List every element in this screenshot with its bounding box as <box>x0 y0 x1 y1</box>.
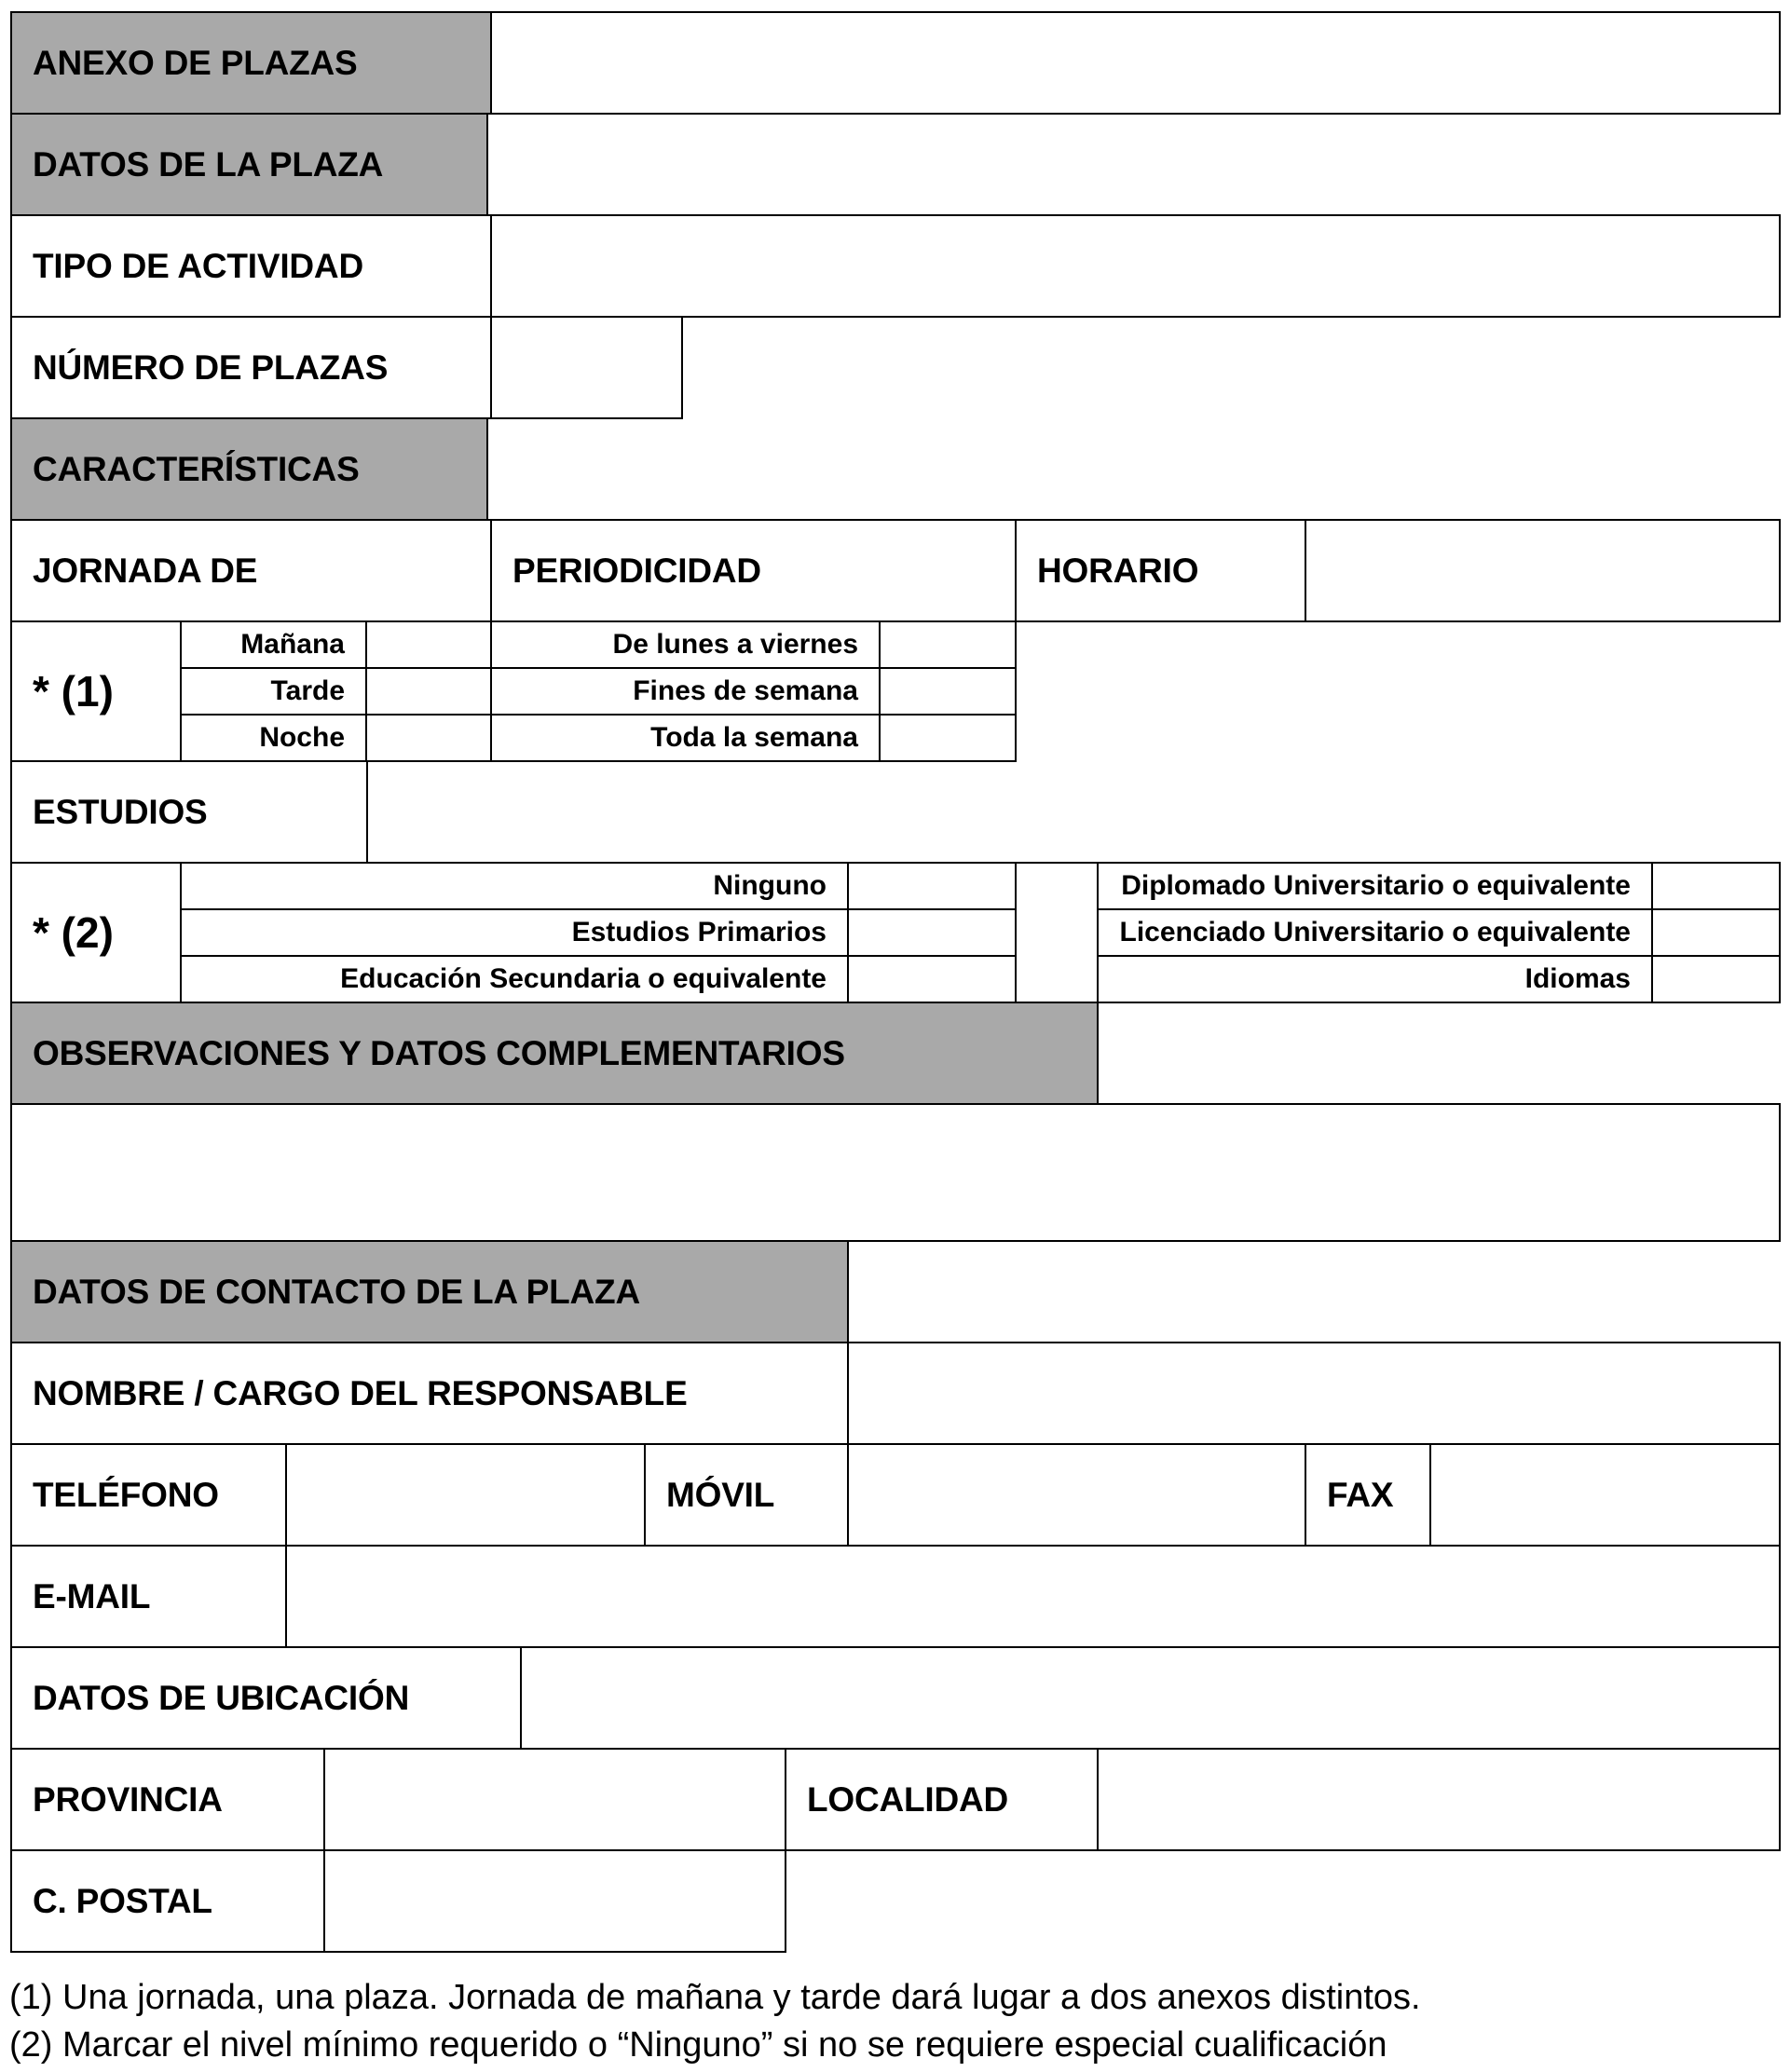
estudios-label-cell <box>10 760 368 864</box>
horario-field[interactable] <box>1305 519 1781 622</box>
anexo-field[interactable] <box>490 11 1781 115</box>
ubicacion-field[interactable] <box>520 1646 1781 1750</box>
turno-tarde-label-cell <box>180 667 367 716</box>
estudios-spacer-cell <box>1015 862 1099 1003</box>
estudios-secundaria-label-cell <box>180 955 849 1003</box>
estudios-diplomado-label-cell <box>1097 862 1653 910</box>
periodo-lunes-viernes-label-cell <box>490 620 881 669</box>
postal-label: C. POSTAL <box>33 1881 212 1920</box>
jornada-de-cell <box>10 519 492 622</box>
estudios-marker: * (2) <box>33 908 114 957</box>
estudios-ninguno-label-cell <box>180 862 849 910</box>
telefono-label-cell <box>10 1443 287 1547</box>
horario-cell <box>1015 519 1306 622</box>
postal-field[interactable] <box>323 1849 786 1953</box>
periodo-fines-semana-label: Fines de semana <box>633 675 858 706</box>
estudios-idiomas-checkbox[interactable] <box>1651 955 1781 1003</box>
estudios-diplomado-label: Diplomado Universitario o equivalente <box>1121 870 1631 901</box>
turno-noche-label-cell <box>180 714 367 762</box>
responsable-label: NOMBRE / CARGO DEL RESPONSABLE <box>33 1373 688 1412</box>
anexo-label: ANEXO DE PLAZAS <box>33 43 358 82</box>
footnote-2: (2) Marcar el nivel mínimo requerido o “Ninguno” si no se requiere especial cualificación <box>9 2025 1387 2065</box>
caracteristicas-label: CARACTERÍSTICAS <box>33 449 360 488</box>
contacto-label-cell <box>10 1240 849 1343</box>
contacto-label: DATOS DE CONTACTO DE LA PLAZA <box>33 1272 640 1311</box>
provincia-label: PROVINCIA <box>33 1779 223 1819</box>
responsable-label-cell <box>10 1342 849 1445</box>
estudios-licenciado-checkbox[interactable] <box>1651 908 1781 957</box>
email-field[interactable] <box>285 1545 1781 1648</box>
estudios-secundaria-label: Educación Secundaria o equivalente <box>340 963 827 994</box>
numero-plazas-field[interactable] <box>490 316 683 419</box>
email-label: E-MAIL <box>33 1576 151 1615</box>
estudios-primarios-checkbox[interactable] <box>847 908 1017 957</box>
periodo-fines-semana-label-cell <box>490 667 881 716</box>
periodicidad-label: PERIODICIDAD <box>512 551 761 590</box>
datos-plaza-label-cell <box>10 113 488 216</box>
responsable-field[interactable] <box>847 1342 1781 1445</box>
fax-label: FAX <box>1327 1475 1394 1514</box>
movil-field[interactable] <box>847 1443 1306 1547</box>
estudios-licenciado-label-cell <box>1097 908 1653 957</box>
ubicacion-label-cell <box>10 1646 522 1750</box>
footnote-1: (1) Una jornada, una plaza. Jornada de mañana y tarde dará lugar a dos anexos distintos. <box>9 1978 1421 2017</box>
tipo-actividad-label: TIPO DE ACTIVIDAD <box>33 246 363 285</box>
email-label-cell <box>10 1545 287 1648</box>
estudios-primarios-label-cell <box>180 908 849 957</box>
turno-tarde-label: Tarde <box>270 675 345 706</box>
localidad-label-cell <box>785 1748 1099 1851</box>
turno-noche-label: Noche <box>259 722 345 753</box>
turno-tarde-checkbox[interactable] <box>365 667 492 716</box>
fax-label-cell <box>1305 1443 1431 1547</box>
observaciones-label: OBSERVACIONES Y DATOS COMPLEMENTARIOS <box>33 1033 845 1072</box>
periodo-fines-semana-checkbox[interactable] <box>879 667 1017 716</box>
telefono-field[interactable] <box>285 1443 646 1547</box>
postal-label-cell <box>10 1849 325 1953</box>
turno-manana-checkbox[interactable] <box>365 620 492 669</box>
jornada-marker-cell <box>10 620 182 762</box>
tipo-actividad-label-cell <box>10 214 492 318</box>
numero-plazas-label: NÚMERO DE PLAZAS <box>33 348 389 387</box>
jornada-de-label: JORNADA DE <box>33 551 258 590</box>
fax-field[interactable] <box>1429 1443 1781 1547</box>
turno-manana-label-cell <box>180 620 367 669</box>
estudios-diplomado-checkbox[interactable] <box>1651 862 1781 910</box>
datos-plaza-label: DATOS DE LA PLAZA <box>33 144 384 184</box>
tipo-actividad-field[interactable] <box>490 214 1781 318</box>
estudios-idiomas-label: Idiomas <box>1524 963 1631 994</box>
provincia-field[interactable] <box>323 1748 786 1851</box>
numero-plazas-label-cell <box>10 316 492 419</box>
periodicidad-cell <box>490 519 1017 622</box>
movil-label-cell <box>644 1443 849 1547</box>
localidad-label: LOCALIDAD <box>807 1779 1009 1819</box>
estudios-ninguno-label: Ninguno <box>713 870 827 901</box>
estudios-label: ESTUDIOS <box>33 792 208 831</box>
periodo-toda-semana-label-cell <box>490 714 881 762</box>
turno-manana-label: Mañana <box>240 629 345 660</box>
horario-label: HORARIO <box>1037 551 1199 590</box>
provincia-label-cell <box>10 1748 325 1851</box>
estudios-idiomas-label-cell <box>1097 955 1653 1003</box>
jornada-marker: * (1) <box>33 667 114 716</box>
localidad-field[interactable] <box>1097 1748 1781 1851</box>
periodo-lunes-viernes-label: De lunes a viernes <box>612 629 858 660</box>
estudios-primarios-label: Estudios Primarios <box>571 917 827 947</box>
estudios-licenciado-label: Licenciado Universitario o equivalente <box>1119 917 1631 947</box>
ubicacion-label: DATOS DE UBICACIÓN <box>33 1678 410 1717</box>
estudios-secundaria-checkbox[interactable] <box>847 955 1017 1003</box>
observaciones-field[interactable] <box>10 1103 1781 1242</box>
anexo-label-cell <box>10 11 492 115</box>
periodo-lunes-viernes-checkbox[interactable] <box>879 620 1017 669</box>
estudios-ninguno-checkbox[interactable] <box>847 862 1017 910</box>
observaciones-label-cell <box>10 1002 1099 1105</box>
telefono-label: TELÉFONO <box>33 1475 219 1514</box>
periodo-toda-semana-label: Toda la semana <box>650 722 858 753</box>
estudios-marker-cell <box>10 862 182 1003</box>
turno-noche-checkbox[interactable] <box>365 714 492 762</box>
caracteristicas-label-cell <box>10 417 488 521</box>
movil-label: MÓVIL <box>666 1475 775 1514</box>
periodo-toda-semana-checkbox[interactable] <box>879 714 1017 762</box>
